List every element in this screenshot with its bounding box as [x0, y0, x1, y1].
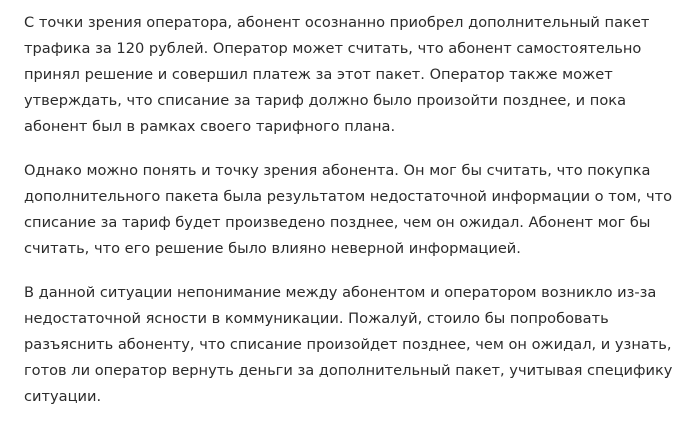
- paragraph-conclusion: В данной ситуации непонимание между абонентом и оператором возникло из-за недостаточной ясности в коммуникации. Пожалуй, стоило бы попробовать разъяснить абоненту, что списание произойдет позднее, чем он ожидал, и узнать, готов ли оператор вернуть деньги за дополнительный пакет, учитывая специфику ситуации.: [24, 284, 673, 405]
- paragraph-operator-view: С точки зрения оператора, абонент осознанно приобрел дополнительный пакет трафика за 120 рублей. Оператор может считать, что абонент самостоятельно принял решение и совершил платеж за этот пакет. Оператор также может утверждать, что списание за тариф должно было произойти позднее, и пока абонент был в рамках своего тарифного плана.: [24, 14, 650, 135]
- paragraph-subscriber-view: Однако можно понять и точку зрения абонента. Он мог бы считать, что покупка дополнительного пакета была результатом недостаточной информации о том, что списание за тариф будет произведено позднее, чем он ожидал. Абонент мог бы считать, что его решение было влияно неверной информацией.: [24, 162, 673, 257]
